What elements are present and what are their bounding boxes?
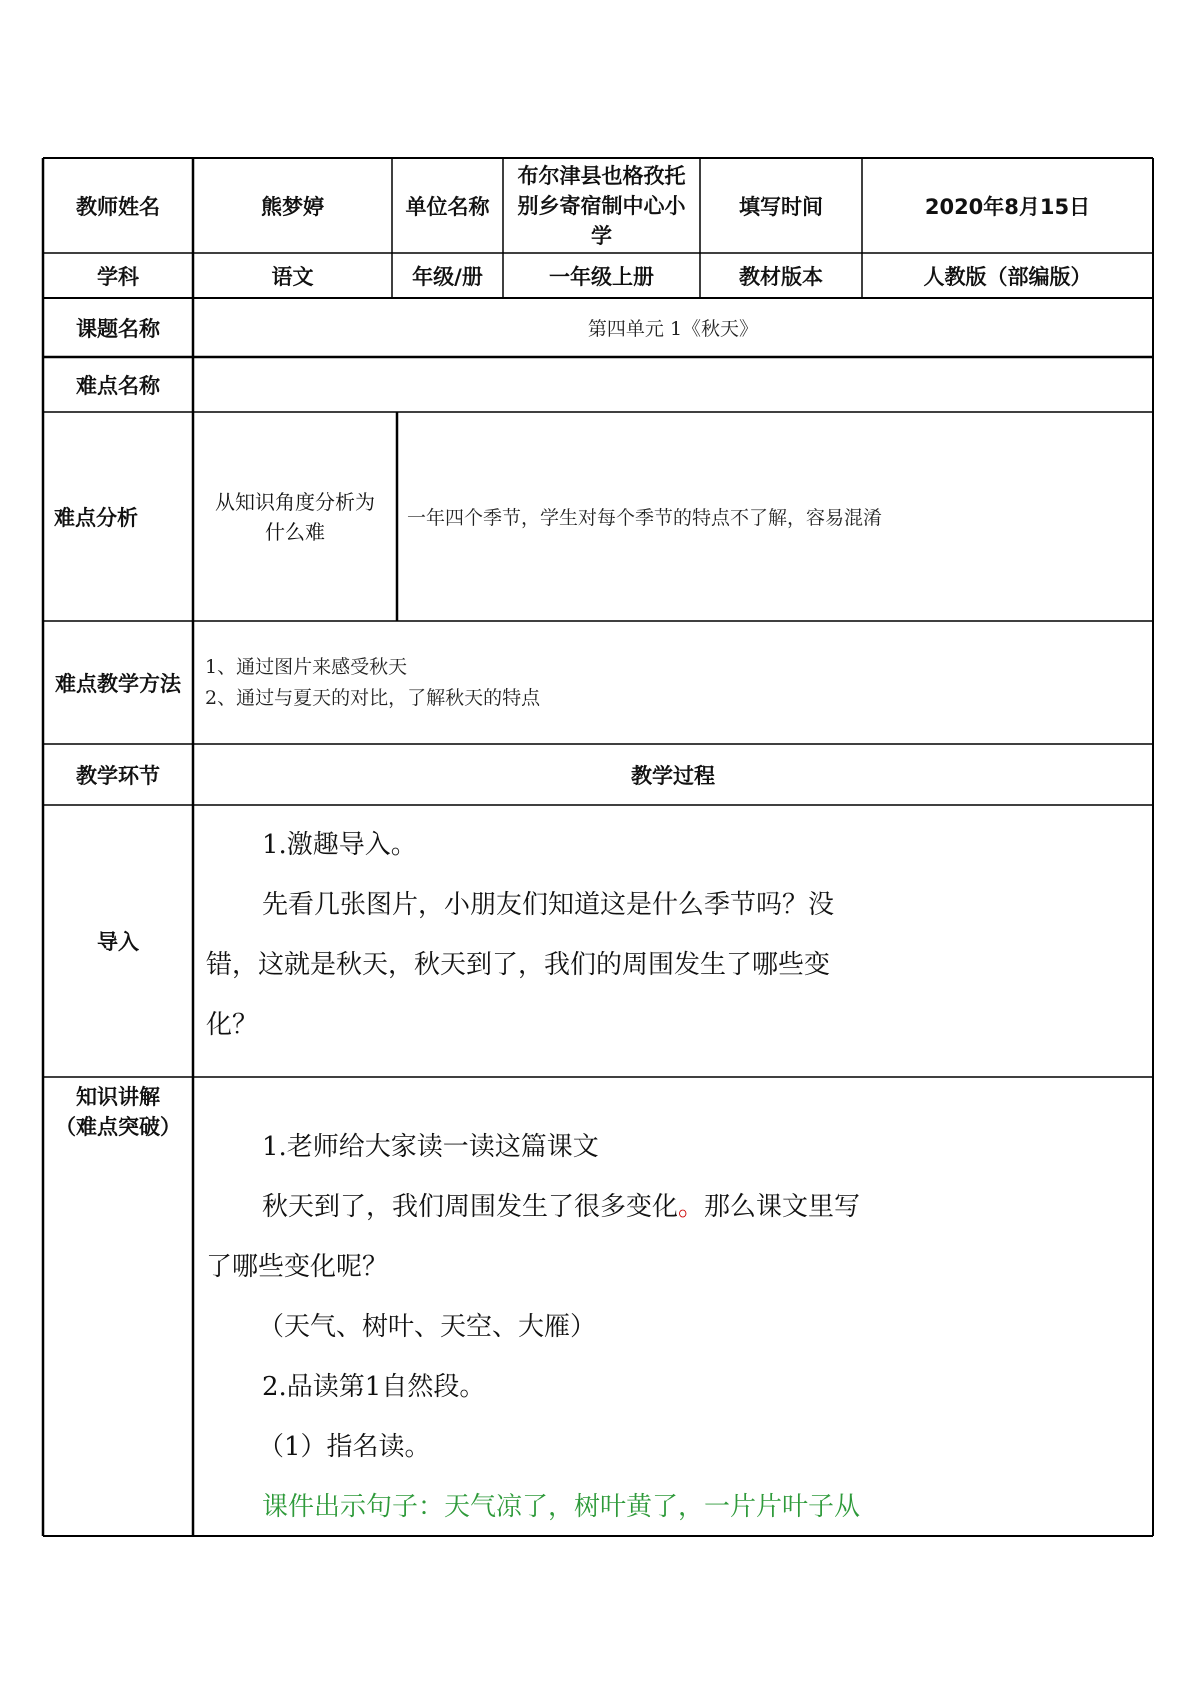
- knowledge-label-line2: （难点突破）: [55, 1115, 181, 1139]
- subject-label: 学科: [97, 264, 139, 289]
- knowledge-line2-part1: 秋天到了，我们周围发生了很多变化: [262, 1192, 679, 1222]
- intro-line4: 化？: [206, 1010, 259, 1040]
- grade-label: 年级/册: [412, 264, 483, 289]
- intro-line3: 错，这就是秋天，秋天到了，我们的周围发生了哪些变: [206, 950, 831, 980]
- topic-value: 第四单元 1《秋天》: [587, 318, 759, 340]
- intro-line2: 先看几张图片，小朋友们知道这是什么季节吗？没: [262, 890, 835, 920]
- knowledge-line2-part2: 那么课文里写: [704, 1192, 861, 1222]
- knowledge-line7-highlight: 课件出示句子：天气凉了，树叶黄了，一片片叶子从: [262, 1492, 861, 1522]
- grade-value: 一年级上册: [549, 264, 654, 289]
- intro-line1: 1.激趣导入。: [262, 830, 417, 860]
- unit-name-value: [503, 158, 700, 253]
- edition-value: 人教版（部编版）: [923, 264, 1092, 289]
- unit-name-line1: 布尔津县也格孜托: [517, 163, 686, 188]
- process-header-value: 教学过程: [631, 763, 715, 788]
- knowledge-line3: 了哪些变化呢？: [206, 1252, 389, 1282]
- analysis-label: 难点分析: [54, 505, 138, 530]
- knowledge-label-line1: 知识讲解: [76, 1085, 160, 1109]
- analysis-sub-label-line1: 从知识角度分析为: [215, 489, 375, 514]
- edition-label: 教材版本: [739, 264, 823, 289]
- unit-name-line3: 学: [591, 223, 612, 248]
- topic-label: 课题名称: [76, 316, 160, 341]
- method-content: [205, 621, 1145, 744]
- analysis-text: 一年四个季节，学生对每个季节的特点不了解，容易混淆: [407, 507, 883, 529]
- process-header-label: 教学环节: [76, 763, 160, 788]
- method-label: 难点教学方法: [55, 671, 181, 696]
- analysis-sub-label-line2: 什么难: [265, 519, 325, 544]
- knowledge-line2: [262, 1194, 860, 1220]
- unit-name-label: 单位名称: [405, 194, 490, 219]
- subject-value: 语文: [271, 264, 314, 289]
- fill-date-value: 2020年8月15日: [924, 194, 1091, 219]
- method-line2: 2、通过与夏天的对比，了解秋天的特点: [205, 686, 541, 709]
- knowledge-line5: 2.品读第1自然段。: [262, 1372, 486, 1402]
- analysis-sub-label: [193, 412, 397, 621]
- knowledge-line4: （天气、树叶、天空、大雁）: [258, 1312, 597, 1342]
- difficulty-label: 难点名称: [76, 373, 160, 398]
- intro-label: 导入: [97, 930, 139, 954]
- fill-date-label: 填写时间: [739, 194, 823, 219]
- knowledge-line1: 1.老师给大家读一读这篇课文: [262, 1132, 599, 1162]
- unit-name-line2: 别乡寄宿制中心小: [517, 193, 686, 218]
- knowledge-line2-red-mark: 。: [678, 1192, 705, 1222]
- difficulty-value: [193, 357, 1153, 412]
- teacher-name-value: 熊梦婷: [261, 194, 324, 219]
- method-line1: 1、通过图片来感受秋天: [205, 655, 408, 678]
- knowledge-label: [43, 1082, 193, 1142]
- teacher-name-label: 教师姓名: [76, 194, 160, 219]
- knowledge-line6: （1）指名读。: [258, 1432, 431, 1462]
